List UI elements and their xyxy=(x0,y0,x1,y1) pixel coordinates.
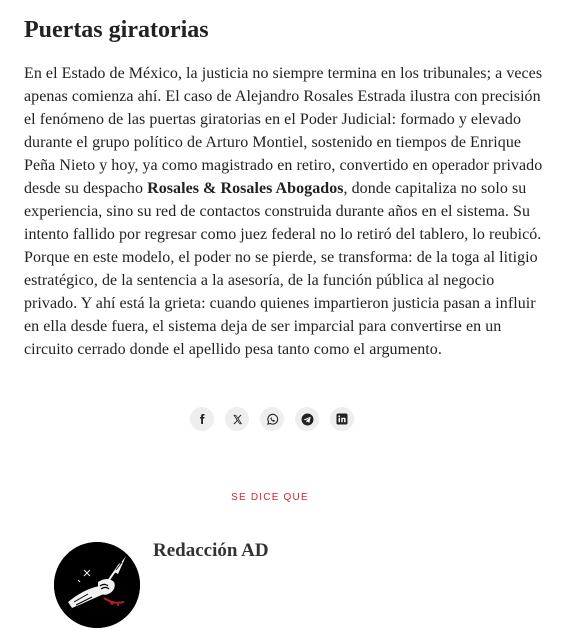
whatsapp-icon xyxy=(266,413,279,426)
article-body-part2: , donde capitaliza no solo su experiencia, sino su red de contactos construida durante años en el sistema. Su intento fallido por regresar como juez federal no lo retiró del tablero, lo reubicó. Porque en este modelo, el poder no se pierde, se transforma: de la toga al litigio estratégico, de la sentencia a la asesoría, de la función pública al negocio privado. Y ahí está la grieta: cuando quienes impartieron justicia pasan a influir en ella desde fuera, el sistema deja de ser imparcial para convertirse en un circuito cerrado donde el apellido pesa tanto como el argumento. xyxy=(24,180,542,358)
author-avatar[interactable] xyxy=(54,542,140,628)
telegram-icon xyxy=(301,413,314,426)
share-x-button[interactable] xyxy=(225,407,249,431)
share-bar xyxy=(190,407,354,431)
article-body xyxy=(24,62,544,361)
linkedin-icon xyxy=(336,413,348,425)
author-name[interactable]: Redacción AD xyxy=(153,540,269,561)
article xyxy=(24,14,544,361)
section-link[interactable]: SE DICE QUE xyxy=(231,492,309,503)
author-block xyxy=(54,538,269,628)
x-icon xyxy=(232,414,243,425)
facebook-icon xyxy=(196,413,208,425)
article-body-bold: Rosales & Rosales Abogados xyxy=(147,180,344,197)
article-body-part1: En el Estado de México, la justicia no siempre termina en los tribunales; a veces apenas comienza ahí. El caso de Alejandro Rosales Estrada ilustra con precisión el fenómeno de las puertas giratorias en el Poder Judicial: formado y elevado durante el grupo político de Arturo Montiel, sostenido en tiempos de Enrique Peña Nieto y hoy, ya como magistrado en retiro, convertido en operador privado desde su despacho xyxy=(24,65,543,197)
share-telegram-button[interactable] xyxy=(295,407,319,431)
share-facebook-button[interactable] xyxy=(190,407,214,431)
quill-hand-illustration xyxy=(54,542,140,628)
share-whatsapp-button[interactable] xyxy=(260,407,284,431)
share-linkedin-button[interactable] xyxy=(330,407,354,431)
article-title: Puertas giratorias xyxy=(24,17,209,43)
